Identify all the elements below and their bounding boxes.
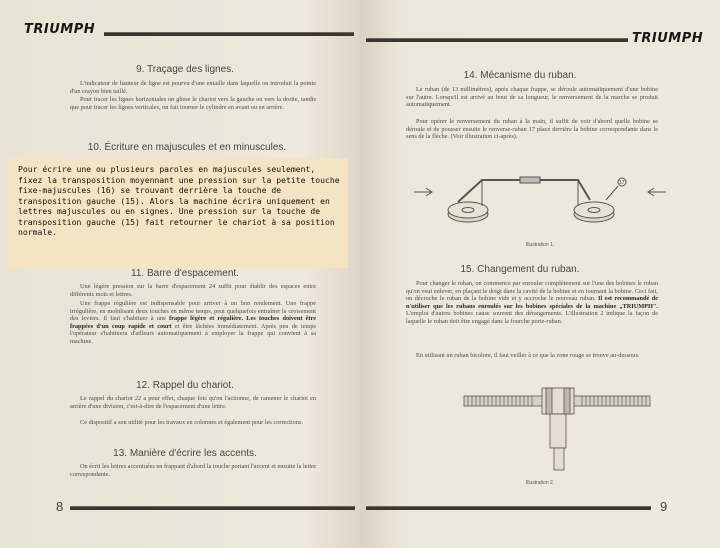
illustration-2-caption: Illustration 2. [525, 480, 555, 486]
section-11-text-a: Une frappe régulière est indispensable pour arriver à un bon rendement. Une frappe irrégulière, en mobilisant deux touches en même temps, peut quelquefois entraîner le croisement des leviers. Il faut s'habituer à une [70, 300, 316, 323]
section-15-bold-text: Il est recommandé de n'utiliser que les rubans enroulés sur les bobines spéciales de la machine „TRIUMPH". [406, 295, 658, 310]
section-10-heading: 10. Écriture en majuscules et en minuscules. [87, 142, 287, 153]
typed-note: Pour écrire une ou plusieurs paroles en majuscules seulement, fixez la transposition moyennant une pression sur la petite touche fixe-majuscules (16) se trouvant derrière la touche de transposition gauche (15). Alors la machine écrira uniquement en lettres majuscules ou en signes. Une pression sur la touche de transposition gauche (15) fait retourner le chariot à sa position normale. [18, 164, 340, 237]
ribbon-mechanism-illustration [410, 170, 670, 240]
section-12-heading: 12. Rappel du chariot. [136, 380, 234, 391]
illustration-1-caption: Illustration 1. [525, 242, 555, 248]
right-page [360, 0, 720, 548]
section-13-paragraph-1: On écrit les lettres accentuées en frappant d'abord la touche portant l'accent et ensuite la lettre correspondante. [70, 463, 316, 478]
section-9-paragraph-2: Pour tracer les lignes horizontales on glisse le chariot vers la gauche ou vers la droite, tandis que pour tracer les lignes verticales, on fait tourner le cylindre en avant ou en arrière. [70, 96, 316, 111]
section-11-paragraph-1: Une légère pression sur la barre d'espacement 24 suffit pour établir des espaces entre différents mots et lettres. [70, 283, 316, 298]
section-9-heading: 9. Traçage des lignes. [136, 64, 234, 75]
section-13-heading: 13. Manière d'écrire les accents. [113, 448, 257, 459]
section-9-paragraph-1: L'indicateur de hauteur de ligne est pourvu d'une entaille dans laquelle on introduit la pointe d'un crayon bien taillé. [70, 80, 316, 95]
section-14-paragraph-1: Le ruban (de 13 millimètres), après chaque frappe, se déroule automatiquement d'une bobine sur l'autre. Lorsqu'il est arrivé au bout de sa longueur, le renversement de la marche se produit automatiquement. [406, 86, 658, 109]
section-14-heading: 14. Mécanisme du ruban. [463, 70, 577, 81]
section-15-text-a: Pour changer le ruban, on commence par enrouler complètement sur l'une des bobines le ruban qu'on veut enlever, en plaçant le doigt dans la cavité de la bobine et en tournant la bobine. Ceci fait, on décroche le ruban de la bobine vide et y accroche le nouveau ruban. [406, 280, 658, 303]
section-14-paragraph-2: Pour opérer le renversement du ruban à la main, il suffit de voir d'abord quelle bobine se déroule et de pousser ensuite le renverse-ruban 17 placé derrière la bobine correspondante dans le sens de la flèche. (Voir illustration ci-après). [406, 118, 658, 141]
section-11-text-c: et être lâchées immédiatement. Après peu de temps l'opérateur s'habituera d'ailleurs automatiquement à employer la frappe qui convient à sa machine. [70, 322, 316, 345]
header-rule [104, 32, 354, 36]
triumph-logo-right: TRIUMPH [632, 31, 704, 46]
ribbon-fork-illustration [458, 384, 658, 476]
footer-rule-left [70, 506, 355, 510]
section-11-bold-text: frappe légère et régulière. Les touches doivent être frappées d'un coup rapide et court [70, 315, 317, 330]
section-15-paragraph-2: En utilisant un ruban bicolore, il faut veiller à ce que la zone rouge se trouve au-dessous. [416, 352, 640, 359]
section-11-heading: 11. Barre d'espacement. [131, 268, 239, 279]
section-12-paragraph-1: Le rappel du chariot 22 a pour effet, chaque fois qu'on l'actionne, de ramener le chariot en arrière d'une division, c'est-à-dire de l'espacement d'une lettre. [70, 395, 316, 410]
header-rule-right [366, 38, 628, 42]
section-15-heading: 15. Changement du ruban. [460, 264, 580, 275]
figure-label-17: 17 [619, 180, 625, 186]
page-number-left: 8 [56, 499, 64, 514]
section-15-paragraph-1 [406, 280, 658, 326]
section-11-paragraph-2 [70, 300, 316, 346]
section-15-text-c: L'emploi d'autres bobines cause souvent des dérangements. L'illustration 2 indique la façon de laquelle le ruban doit être engagé dans la fourche porte-ruban. [406, 310, 658, 325]
section-12-paragraph-2: Ce dispositif a son utilité pour les travaux en colonnes et également pour les corrections. [80, 419, 303, 426]
triumph-logo: TRIUMPH [24, 22, 96, 37]
page-number-right: 9 [660, 499, 668, 514]
footer-rule-right [366, 506, 651, 510]
